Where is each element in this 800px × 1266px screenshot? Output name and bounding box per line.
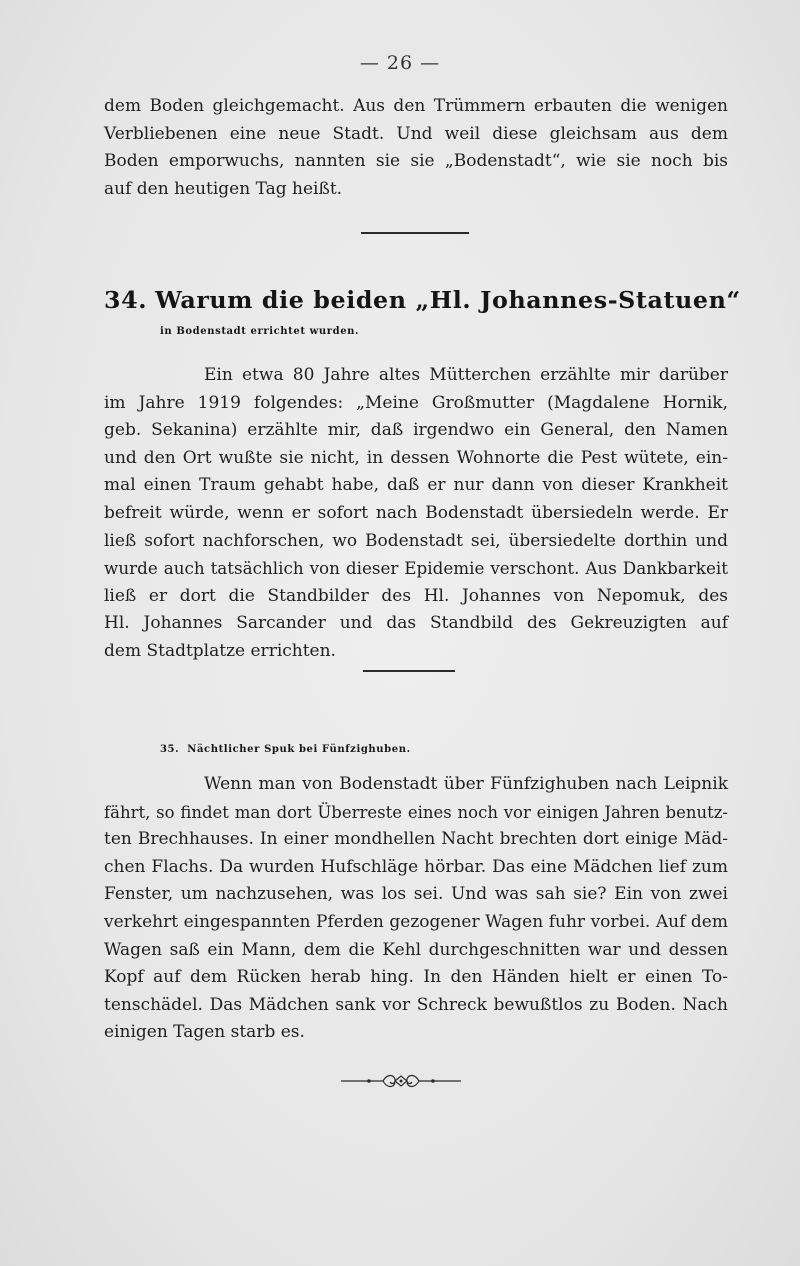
text-line: Fenster, um nachzusehen, was los sei. Und was sah sie? Ein von zwei [104, 884, 728, 905]
text-line: verkehrt eingespannten Pferden gezogener Wagen fuhr vorbei. Auf dem [104, 911, 728, 932]
text-line: auf den heutigen Tag heißt. [104, 178, 343, 199]
text-line: Boden emporwuchs, nannten sie sie „Bodenstadt“, wie sie noch bis [104, 151, 728, 172]
section-34-body [104, 362, 728, 666]
text-line: und den Ort wußte sie nicht, in dessen Wohnorte die Pest wütete, ein- [104, 447, 728, 468]
text-line: ten Brechhauses. In einer mondhellen Nacht brechten dort einige Mäd- [104, 829, 728, 850]
text-line: Verbliebenen eine neue Stadt. Und weil diese gleichsam aus dem [104, 123, 728, 144]
section-34-heading-line-2: in Bodenstadt errichtet wurden. [160, 326, 360, 337]
section-number: 34. [104, 286, 148, 314]
text-line: dem Boden gleichgemacht. Aus den Trümmern erbauten die wenigen [104, 96, 728, 116]
text-line: Wenn man von Bodenstadt über Fünfzighuben nach Leipnik [204, 774, 728, 794]
text-line: ließ er dort die Standbilder des Hl. Johannes von Nepomuk, des [104, 585, 728, 606]
text-line: ließ sofort nachforschen, wo Bodenstadt sei, übersiedelte dorthin und [104, 530, 728, 551]
section-35-body [104, 771, 728, 1047]
text-line: Wagen saß ein Mann, dem die Kehl durchgeschnitten war und dessen [104, 939, 728, 960]
text-line: wurde auch tatsächlich von dieser Epidemie verschont. Aus Dankbarkeit [104, 558, 728, 579]
text-line: Hl. Johannes Sarcander und das Standbild des Gekreuzigten auf [104, 613, 728, 634]
intro-paragraph [104, 93, 728, 203]
section-divider [363, 670, 455, 672]
text-line: geb. Sekanina) erzählte mir, daß irgendwo ein General, den Namen [104, 420, 728, 441]
text-line: mal einen Traum gehabt habe, daß er nur dann von dieser Krankheit [104, 475, 728, 496]
text-line: Ein etwa 80 Jahre altes Mütterchen erzählte mir darüber [204, 365, 728, 385]
section-title: Nächtlicher Spuk bei Fünfzighuben. [187, 744, 411, 755]
text-line: einigen Tagen starb es. [104, 1022, 305, 1043]
section-divider [361, 232, 469, 234]
section-35-heading [160, 733, 784, 767]
section-number: 35. [160, 744, 180, 755]
text-line: im Jahre 1919 folgendes: „Meine Großmutter (Magdalene Hornik, [104, 392, 728, 413]
ornament-divider-icon [339, 1071, 463, 1091]
text-line: dem Stadtplatze errichten. [104, 640, 336, 661]
text-line: chen Flachs. Da wurden Hufschläge hörbar. Das eine Mädchen lief zum [104, 856, 728, 877]
page-number: — 26 — [359, 52, 441, 74]
text-line: befreit würde, wenn er sofort nach Bodenstadt übersiedeln werde. Er [104, 502, 728, 523]
section-title-line-1: Warum die beiden „Hl. Johannes-Statuen“ [155, 286, 741, 314]
text-line: tenschädel. Das Mädchen sank vor Schreck bewußtlos zu Boden. Nach [104, 994, 728, 1015]
text-line: fährt, so findet man dort Überreste eines noch vor einigen Jahren benutz- [104, 802, 728, 822]
text-line: Kopf auf dem Rücken herab hing. In den Händen hielt er einen To- [104, 967, 728, 988]
section-34-heading [104, 283, 741, 317]
